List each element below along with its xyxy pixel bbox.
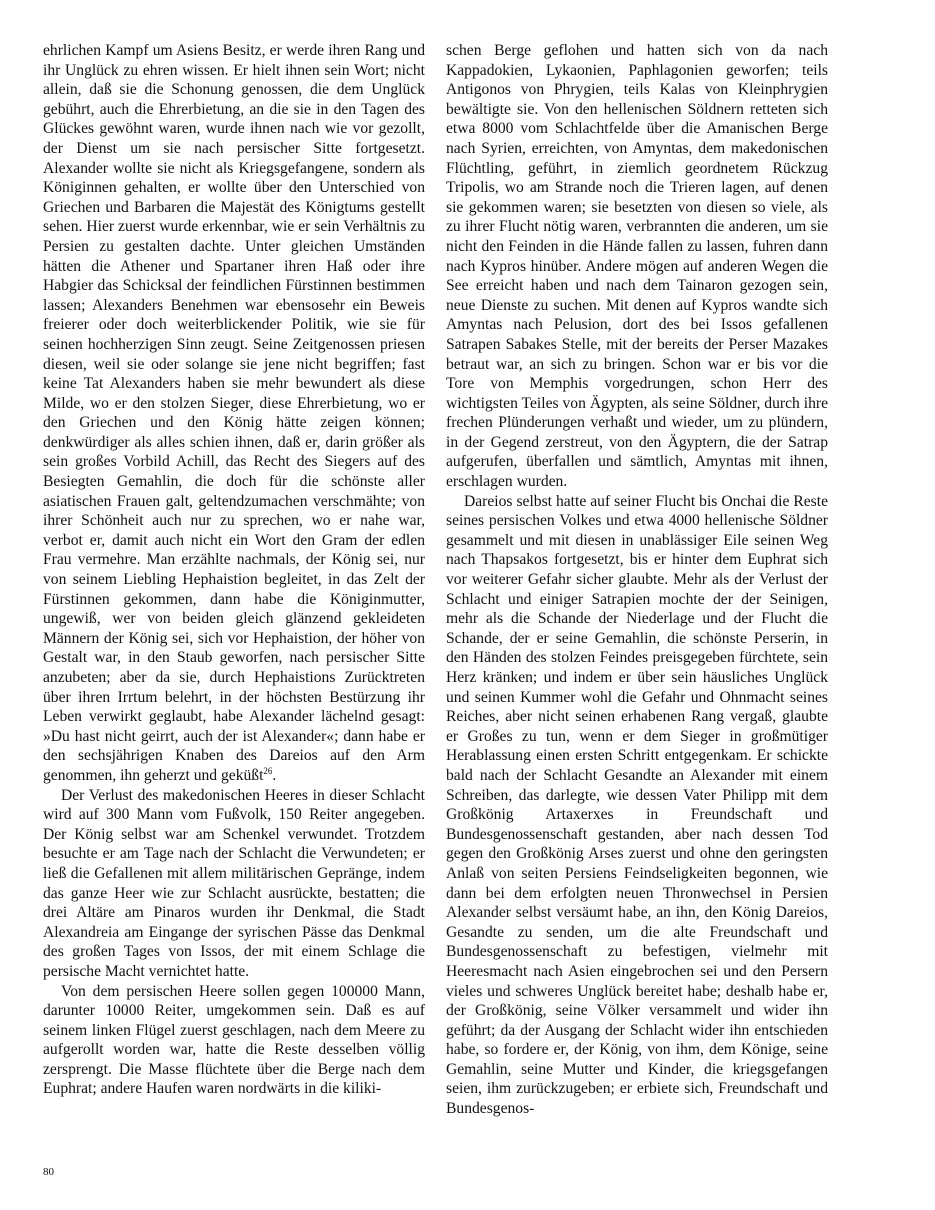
left-column	[43, 41, 425, 1099]
footnote-marker: 26	[263, 765, 273, 776]
left-paragraph-3: Von dem persischen Heere sollen gegen 100000 Mann, darunter 10000 Reiter, umgekommen sein. Daß es auf seinem linken Flügel zuerst geschlagen, nach dem Meere zu aufgerollt worden war, hatte die Reste desselben völlig zersprengt. Die Masse flüchtete über die Berge nach dem Euphrat; andere Haufen waren nordwärts in die kiliki-	[43, 982, 425, 1098]
left-paragraph-1: ehrlichen Kampf um Asiens Besitz, er werde ihren Rang und ihr Unglück zu ehren wissen. Er hielt ihnen sein Wort; nicht allein, daß sie die Schonung genossen, die dem Unglück gebührt, auch die Ehrerbietung, an die sie in den Tagen des Glückes gewöhnt waren, wurde ihnen nach wie vor gezollt, der Dienst um sie nach persischer Sitte fortgesetzt. Alexander wollte sie nicht als Kriegsgefangene, sondern als Königinnen gehalten, er wollte über den Unterschied von Griechen und Barbaren die Majestät des Königtums gestellt sehen. Hier zuerst wurde erkennbar, wie er sein Verhältnis zu Persien zu gestalten dachte. Unter gleichen Umständen hätten die Athener und Spartaner ihren Haß oder ihre Habgier das Schicksal der feindlichen Fürstinnen bestimmen lassen; Alexanders Benehmen war ebensosehr ein Beweis freierer oder doch weiterblickender Politik, wie sie für seinen hochherzigen Sinn zeugt. Seine Zeitgenossen priesen diesen, weil sie oder solange sie jene nicht begriffen; fast keine Tat Alexanders haben sie mehr bewundert als diese Milde, wo er den stolzen Sieger, diese Ehrerbietung, wo er den Griechen und den König hätte zeigen können; denkwürdiger als alles schien ihnen, daß er, darin größer als sein großes Vorbild Achill, das Recht des Siegers auf des Besiegten Gemahlin, die doch für die schönste aller asiatischen Frauen galt, geltendzumachen verschmähte; von ihrer Schönheit auch nur zu sprechen, wo er nahe war, verbot er, damit auch nicht ein Wort den Gram der edlen Frau vermehre. Man erzählte nachmals, der König sei, nur von seinem Liebling Hephaistion begleitet, in das Zelt der Fürstinnen gekommen, dann habe die Königinmutter, ungewiß, wer von beiden gleich glänzend gekleideten Männern der König sei, sich vor Hephaistion, der höher von Gestalt war, in den Staub geworfen, nach persischer Sitte anzubeten; aber da sie, durch Hephaistions Zurücktreten über ihren Irrtum belehrt, in der höchsten Bestürzung ihr Leben verwirkt geglaubt, habe Alexander lächelnd gesagt: »Du hast nicht geirrt, auch der ist Alexander«; dann habe er den sechsjährigen Knaben des Dareios auf den Arm genommen, ihn geherzt und geküßt$^{26}$.	[43, 42, 425, 784]
right-paragraph-1: schen Berge geflohen und hatten sich von da nach Kappadokien, Lykaonien, Paphlagonien geworfen; teils Antigonos von Phrygien, teils Kalas von Kleinphrygien bewältigte sie. Von den hellenischen Söldnern retteten sich etwa 8000 vom Schlachtfelde über die Amanischen Berge nach Syrien, erreichten, von Amyntas, dem makedonischen Flüchtling, geführt, in ziemlich geordnetem Rückzug Tripolis, wo am Strande noch die Trieren lagen, auf denen sie gekommen waren; sie besetzten von diesen so viele, als zu ihrer Flucht nötig waren, verbrannten die anderen, um sie nicht den Feinden in die Hände fallen zu lassen, fuhren dann nach Kypros hinüber. Andere mögen auf anderen Wegen die See erreicht haben und nach dem Tainaron gezogen sein, neue Dienste zu suchen. Mit denen auf Kypros wandte sich Amyntas nach Pelusion, dort des bei Issos gefallenen Satrapen Sabakes Stelle, mit der bereits der Perser Mazakes betraut war, an sich zu bringen. Schon war er bis vor die Tore von Memphis vorgedrungen, schon Herr des wichtigsten Teiles von Ägypten, als seine Söldner, durch ihre frechen Plünderungen verhaßt und wieder, um zu plündern, in der Gegend zerstreut, von den Ägyptern, die der Satrap aufgerufen, überfallen und sämtlich, Amyntas mit ihnen, erschlagen wurden.	[446, 42, 828, 491]
right-column	[446, 41, 828, 1119]
left-paragraph-1-text: ehrlichen Kampf um Asiens Besitz, er werde ihren Rang und ihr Unglück zu ehren wissen. Er hielt ihnen sein Wort; nicht allein, daß sie die Schonung genossen, die dem Unglück gebührt, auch die Ehrerbietung, an die sie in den Tagen des Glückes gewöhnt waren, wurde ihnen nach wie vor gezollt, der Dienst um sie nach persischer Sitte fortgesetzt. Alexander wollte sie nicht als Kriegsgefangene, sondern als Königinnen gehalten, er wollte über den Unterschied von Griechen und Barbaren die Majestät des Königtums gestellt sehen. Hier zuerst wurde erkennbar, wie er sein Verhältnis zu Persien zu gestalten dachte. Unter gleichen Umständen hätten die Athener und Spartaner ihren Haß oder ihre Habgier das Schicksal der feindlichen Fürstinnen bestimmen lassen; Alexanders Benehmen war ebensosehr ein Beweis freierer oder doch weiterblickender Politik, wie sie für seinen hochherzigen Sinn zeugt. Seine Zeitgenossen priesen diesen, weil sie oder solange sie jene nicht begriffen; fast keine Tat Alexanders haben sie mehr bewundert als diese Milde, wo er den stolzen Sieger, diese Ehrerbietung, wo er den Griechen und den König hätte zeigen können; denkwürdiger als alles schien ihnen, daß er, darin größer als sein großes Vorbild Achill, das Recht des Siegers auf des Besiegten Gemahlin, die doch für die schönste aller asiatischen Frauen galt, geltendzumachen verschmähte; von ihrer Schönheit auch nur zu sprechen, wo er nahe war, verbot er, damit auch nicht ein Wort den Gram der edlen Frau vermehre. Man erzählte nachmals, der König sei, nur von seinem Liebling Hephaistion begleitet, in das Zelt der Fürstinnen gekommen, dann habe die Königinmutter, ungewiß, wer von beiden gleich glänzend gekleideten Männern der König sei, sich vor Hephaistion, der höher von Gestalt war, in den Staub geworfen, nach persischer Sitte anzubeten; aber da sie, durch Hephaistions Zurücktreten über ihren Irrtum belehrt, in der höchsten Bestürzung ihr Leben verwirkt geglaubt, habe Alexander lächelnd gesagt: »Du hast nicht geirrt, auch der ist Alexander«; dann habe er den sechsjährigen Knaben des Dareios auf den Arm genommen, ihn geherzt und geküßt	[43, 42, 425, 784]
right-paragraph-2: Dareios selbst hatte auf seiner Flucht bis Onchai die Reste seines persischen Volkes und etwa 4000 hellenische Söldner gesammelt und mit diesen in unablässiger Eile seinen Weg nach Thapsakos fortgesetzt, bis er hinter dem Euphrat sich vor weiterer Gefahr sicher glaubte. Mehr als der Verlust der Schlacht und einiger Satrapien mochte der der Seinigen, mehr als die Schande der Niederlage und der Flucht die Schande, der er seine Gemahlin, die schönste Perserin, in den Händen des stolzen Feindes preisgegeben fürchtete, sein Herz kränken; und indem er über sein häusliches Unglück und seinen Kummer wohl die Gefahr und Ohnmacht seines Reiches, aber nicht seinen erhabenen Rang vergaß, glaubte er Großes zu tun, wenn er dem Sieger in großmütiger Herablassung einen ersten Schritt entgegenkam. Er schickte bald nach der Schlacht Gesandte an Alexander mit einem Schreiben, das darlegte, wie dessen Vater Philipp mit dem Großkönig Artaxerxes in Freundschaft und Bundesgenossenschaft gestanden, aber nach dessen Tod gegen den Großkönig Arses zuerst und ohne den geringsten Anlaß von seiten Persiens Feindseligkeiten begonnen, wie dann bei dem erfolgten neuen Thronwechsel in Persien Alexander selbst versäumt habe, an ihn, den König Dareios, Gesandte zu senden, um die alte Freundschaft und Bundesgenossenschaft zu befestigen, vielmehr mit Heeresmacht nach Asien eingebrochen sei und den Persern vieles und schweres Unglück bereitet habe; deshalb habe er, der Großkönig, seine Völker versammelt und wider ihn geführt; da der Ausgang der Schlacht wider ihn entschieden habe, so fordere er, der König, von ihm, dem Könige, seine Gemahlin, seine Mutter und Kinder, die kriegsgefangen seien, ihm zurückzugeben; er erbiete sich, Freundschaft und Bundesgenos-	[446, 492, 828, 1118]
page-number: 80	[43, 1166, 54, 1178]
left-paragraph-2: Der Verlust des makedonischen Heeres in dieser Schlacht wird auf 300 Mann vom Fußvolk, 150 Reiter angegeben. Der König selbst war am Schenkel verwundet. Trotzdem besuchte er am Tage nach der Schlacht die Verwundeten; er ließ die Gefallenen mit allem militärischen Gepränge, indem das ganze Heer wie zur Schlacht ausrückte, bestatten; die drei Altäre am Pinaros wurden ihr Denkmal, die Stadt Alexandreia am Eingange der syrischen Pässe das Denkmal des großen Tages von Issos, der mit einem Schlage die persische Macht vernichtet hatte.	[43, 786, 425, 980]
